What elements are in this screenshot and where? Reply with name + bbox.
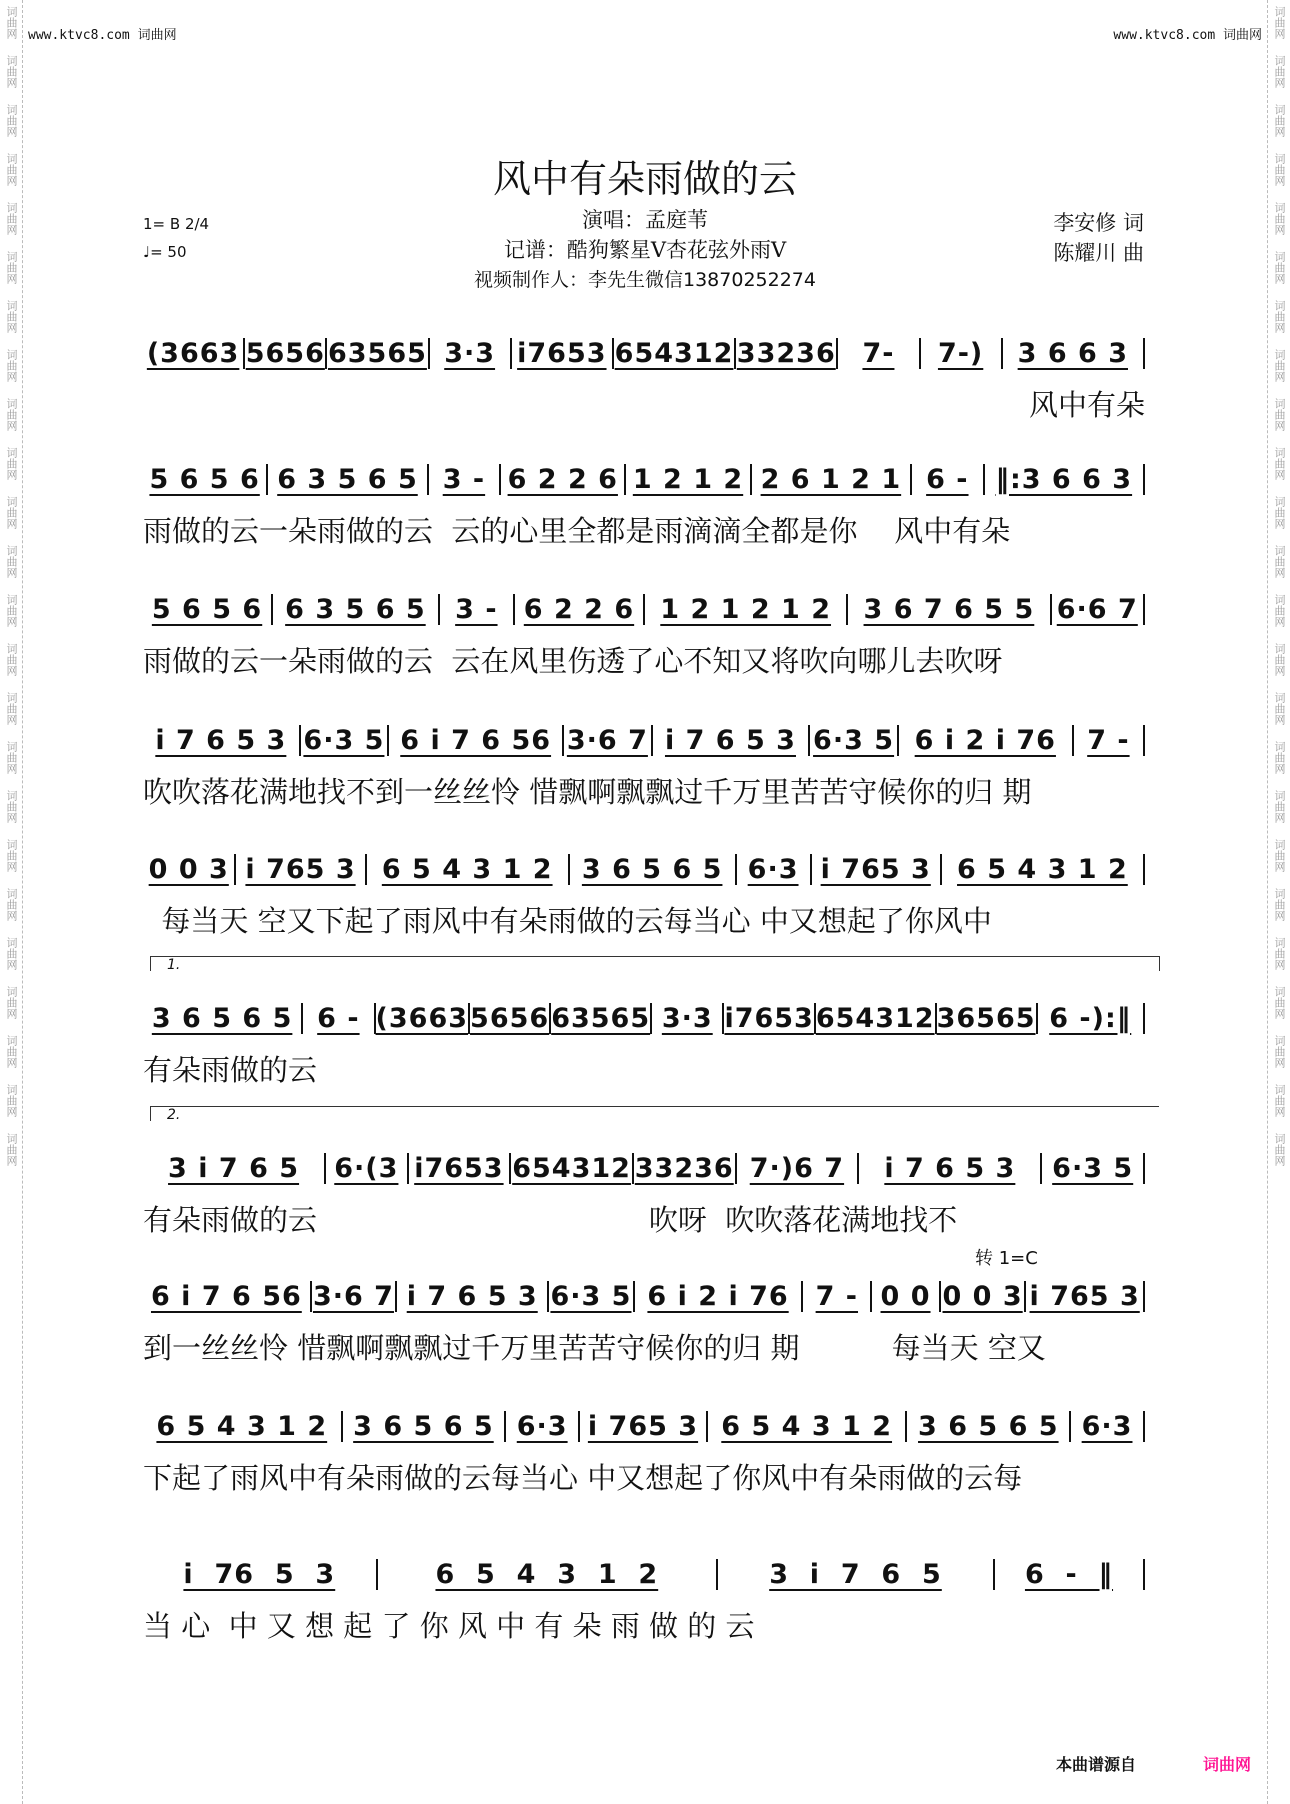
lyrics-line: 吹吹落花满地找不到一丝丝怜 惜飘啊飘飘过千万里苦苦守候你的归 期: [143, 775, 1032, 809]
measure: (3663: [143, 338, 245, 369]
measure: 6·(3: [326, 1153, 408, 1184]
measure: i 7 6 5 3: [653, 725, 811, 756]
measure: 1 2 1 2: [626, 464, 751, 495]
score-row: [143, 1148, 1145, 1239]
watermark-text: 词曲网: [5, 55, 18, 88]
watermark-text: 词曲网: [5, 1035, 18, 1068]
measure: 36565: [936, 1002, 1036, 1034]
measure: 3 -: [429, 464, 501, 495]
footer-brand-link[interactable]: 词曲网: [1203, 1755, 1252, 1774]
watermark-text: 词曲网: [1273, 300, 1286, 333]
score-row: [143, 1276, 1145, 1367]
measure: 6 i 7 6 56: [143, 1281, 312, 1312]
measure: 6 i 2 i 76: [899, 725, 1074, 756]
watermark-text: 词曲网: [1273, 1035, 1286, 1068]
watermark-text: 词曲网: [5, 986, 18, 1019]
notes-line: [143, 998, 1145, 1038]
volta-bracket: 1.: [150, 956, 1160, 971]
watermark-text: 词曲网: [5, 447, 18, 480]
measure: 7-): [921, 338, 1003, 369]
measure: 6 2 2 6: [515, 594, 645, 625]
watermark-text: 词曲网: [1273, 55, 1286, 88]
score-row: [143, 1554, 1145, 1645]
measure: 6 5 4 3 1 2: [708, 1411, 908, 1442]
measure: 33236: [736, 338, 838, 369]
measure: 0 0 3: [143, 854, 236, 885]
measure: 3·3: [430, 338, 512, 369]
measure: ‖:3 6 6 3: [985, 464, 1145, 495]
measure: 63565: [551, 1002, 651, 1034]
lyrics-line: 雨做的云一朵雨做的云 云在风里伤透了心不知又将吹向哪儿去吹呀: [143, 644, 1003, 678]
notes-line: [143, 589, 1145, 629]
watermark-text: 词曲网: [5, 1133, 18, 1166]
measure: 6 i 2 i 76: [635, 1281, 804, 1312]
watermark-text: 词曲网: [1273, 741, 1286, 774]
measure: 7 -: [1074, 725, 1145, 756]
measure: 5656: [245, 338, 327, 369]
watermark-text: 词曲网: [5, 839, 18, 872]
score-row: [143, 589, 1145, 680]
measure: i7653: [724, 1002, 814, 1034]
watermark-text: 词曲网: [1273, 153, 1286, 186]
measure: 7·)6 7: [737, 1153, 860, 1184]
watermark-text: 词曲网: [5, 104, 18, 137]
score-row: [143, 849, 1145, 940]
score-row: [143, 333, 1145, 424]
measure: 5656: [470, 1002, 550, 1034]
measure: 6 3 5 6 5: [273, 594, 440, 625]
lyrics-line: 有朵雨做的云 吹呀 吹吹落花满地找不: [143, 1203, 958, 1237]
measure: 6·3 5: [549, 1281, 634, 1312]
measure: i7653: [409, 1153, 512, 1184]
measure: 2 6 1 2 1: [752, 464, 912, 495]
lyrics-line: 风中有朵: [1028, 388, 1145, 422]
measure: 6·3 5: [1042, 1153, 1145, 1184]
measure: 6 5 4 3 1 2: [378, 1559, 718, 1590]
lyrics-line: 每当天 空又下起了雨风中有朵雨做的云每当心 中又想起了你风中: [143, 904, 992, 938]
lyrics-line: 下起了雨风中有朵雨做的云每当心 中又想起了你风中有朵雨做的云每: [143, 1461, 1023, 1495]
composer: 陈耀川 曲: [1053, 241, 1144, 265]
measure: 0 0: [872, 1281, 941, 1312]
notes-line: [143, 333, 1145, 373]
measure: 7-: [838, 338, 920, 369]
watermark-text: 词曲网: [5, 594, 18, 627]
volta-bracket: 2.: [150, 1106, 1159, 1121]
watermark-text: 词曲网: [5, 349, 18, 382]
watermark-text: 词曲网: [1273, 839, 1286, 872]
footer-source: 本曲谱源自: [1056, 1755, 1137, 1774]
watermark-text: 词曲网: [1273, 496, 1286, 529]
measure: 0 0 3: [941, 1281, 1026, 1312]
tempo: ♩= 50: [143, 243, 187, 261]
measure: 3·3: [652, 1003, 724, 1034]
measure: 6·3: [1071, 1411, 1145, 1442]
measure: 6 2 2 6: [501, 464, 626, 495]
key-change: 转 1=C: [975, 1248, 1038, 1269]
watermark-text: 词曲网: [1273, 447, 1286, 480]
notes-line: [143, 1406, 1145, 1446]
measure: 3 6 5 6 5: [343, 1411, 507, 1442]
watermark-text: 词曲网: [1273, 986, 1286, 1019]
watermark-text: 词曲网: [1273, 545, 1286, 578]
watermark-text: 词曲网: [1273, 594, 1286, 627]
measure: 6 i 7 6 56: [389, 725, 564, 756]
measure: 3 6 7 6 5 5: [848, 594, 1051, 625]
measure: 654312: [815, 1002, 935, 1034]
notes-line: [143, 1148, 1145, 1188]
measure: 3 6 5 6 5: [570, 854, 737, 885]
measure: 5 6 5 6: [143, 464, 268, 495]
measure: 6·3: [737, 854, 812, 885]
notes-line: [143, 1554, 1145, 1594]
notes-line: [143, 1276, 1145, 1316]
watermark-text: 词曲网: [5, 545, 18, 578]
measure: i 7 6 5 3: [143, 725, 301, 756]
lyrics-line: 到一丝丝怜 惜飘啊飘飘过千万里苦苦守候你的归 期 每当天 空又: [143, 1331, 1046, 1365]
watermark-text: 词曲网: [1273, 251, 1286, 284]
measure: 3 i 7 6 5: [143, 1153, 326, 1184]
measure: 6 -: [303, 1003, 375, 1034]
measure: 3 6 5 6 5: [907, 1411, 1071, 1442]
watermark-text: 词曲网: [5, 888, 18, 921]
measure: 6 5 4 3 1 2: [367, 854, 570, 885]
lyrics-line: 当 心 中 又 想 起 了 你 风 中 有 朵 雨 做 的 云: [143, 1609, 755, 1643]
score-row: [143, 720, 1145, 811]
notes-line: [143, 459, 1145, 499]
notes-line: [143, 849, 1145, 889]
watermark-text: 词曲网: [1273, 692, 1286, 725]
measure: 6 -):‖: [1038, 1003, 1145, 1034]
measure: 6·3: [506, 1411, 580, 1442]
lyrics-line: 有朵雨做的云: [143, 1053, 318, 1087]
watermark-text: 词曲网: [5, 251, 18, 284]
measure: 6·3 5: [810, 725, 898, 756]
lyrics-line: 雨做的云一朵雨做的云 云的心里全都是雨滴滴全都是你 风中有朵: [143, 514, 1011, 548]
watermark-text: 词曲网: [5, 790, 18, 823]
measure: i 7 6 5 3: [859, 1153, 1042, 1184]
measure: 5 6 5 6: [143, 594, 273, 625]
measure: 6·6 7: [1052, 594, 1145, 625]
watermark-text: 词曲网: [1273, 937, 1286, 970]
site-url-right[interactable]: www.ktvc8.com 词曲网: [1113, 28, 1262, 43]
watermark-text: 词曲网: [1273, 202, 1286, 235]
watermark-text: 词曲网: [1273, 790, 1286, 823]
measure: 3 6 6 3: [1003, 338, 1145, 369]
watermark-text: 词曲网: [5, 202, 18, 235]
measure: 6·3 5: [301, 725, 389, 756]
measure: 33236: [634, 1153, 737, 1184]
measure: (3663: [375, 1002, 469, 1034]
credits-right: [1053, 208, 1144, 268]
watermark-text: 词曲网: [1273, 888, 1286, 921]
measure: 6 5 4 3 1 2: [942, 854, 1145, 885]
measure: 1 2 1 2 1 2: [645, 594, 848, 625]
measure: 6 3 5 6 5: [268, 464, 428, 495]
watermark-text: 词曲网: [5, 643, 18, 676]
measure: 3 -: [440, 594, 515, 625]
measure: 654312: [511, 1153, 634, 1184]
site-url-left[interactable]: www.ktvc8.com 词曲网: [28, 28, 177, 43]
transcriber: 记谱：酷狗繁星V杏花弦外雨V: [503, 238, 787, 262]
measure: i 76 5 3: [143, 1559, 378, 1590]
score-row: [143, 459, 1145, 550]
watermark-text: 词曲网: [5, 937, 18, 970]
singer: 演唱：孟庭苇: [582, 208, 708, 232]
watermark-text: 词曲网: [5, 398, 18, 431]
watermark-text: 词曲网: [5, 741, 18, 774]
measure: 7 -: [803, 1281, 872, 1312]
measure: 654312: [614, 338, 736, 369]
watermark-text: 词曲网: [1273, 1133, 1286, 1166]
measure: 3·6 7: [564, 725, 652, 756]
measure: i 765 3: [580, 1411, 708, 1442]
measure: 63565: [327, 338, 429, 369]
watermark-text: 词曲网: [5, 496, 18, 529]
watermark-text: 词曲网: [5, 300, 18, 333]
measure: i 7 6 5 3: [397, 1281, 549, 1312]
watermark-text: 词曲网: [5, 1084, 18, 1117]
score-row: [143, 998, 1145, 1089]
watermark-text: 词曲网: [1273, 349, 1286, 382]
watermark-text: 词曲网: [1273, 643, 1286, 676]
measure: 3·6 7: [312, 1281, 397, 1312]
score-row: [143, 1406, 1145, 1497]
watermark-text: 词曲网: [5, 153, 18, 186]
lyricist: 李安修 词: [1053, 211, 1144, 235]
measure: 3 6 5 6 5: [143, 1003, 303, 1034]
watermark-text: 词曲网: [1273, 104, 1286, 137]
watermark-text: 词曲网: [5, 692, 18, 725]
measure: i7653: [512, 338, 614, 369]
measure: 6 - ‖: [995, 1559, 1145, 1590]
measure: 3 i 7 6 5: [718, 1559, 995, 1590]
measure: i 765 3: [1026, 1281, 1145, 1312]
watermark-text: 词曲网: [1273, 1084, 1286, 1117]
watermark-text: 词曲网: [5, 6, 18, 39]
measure: 6 -: [912, 464, 984, 495]
watermark-text: 词曲网: [1273, 398, 1286, 431]
measure: i 765 3: [236, 854, 366, 885]
key-signature: 1= B 2/4: [143, 215, 210, 233]
measure: 6 5 4 3 1 2: [143, 1411, 343, 1442]
video-maker: 视频制作人：李先生微信13870252274: [474, 269, 816, 291]
measure: i 765 3: [812, 854, 942, 885]
song-title: 风中有朵雨做的云: [492, 157, 797, 201]
watermark-text: 词曲网: [1273, 6, 1286, 39]
notes-line: [143, 720, 1145, 760]
